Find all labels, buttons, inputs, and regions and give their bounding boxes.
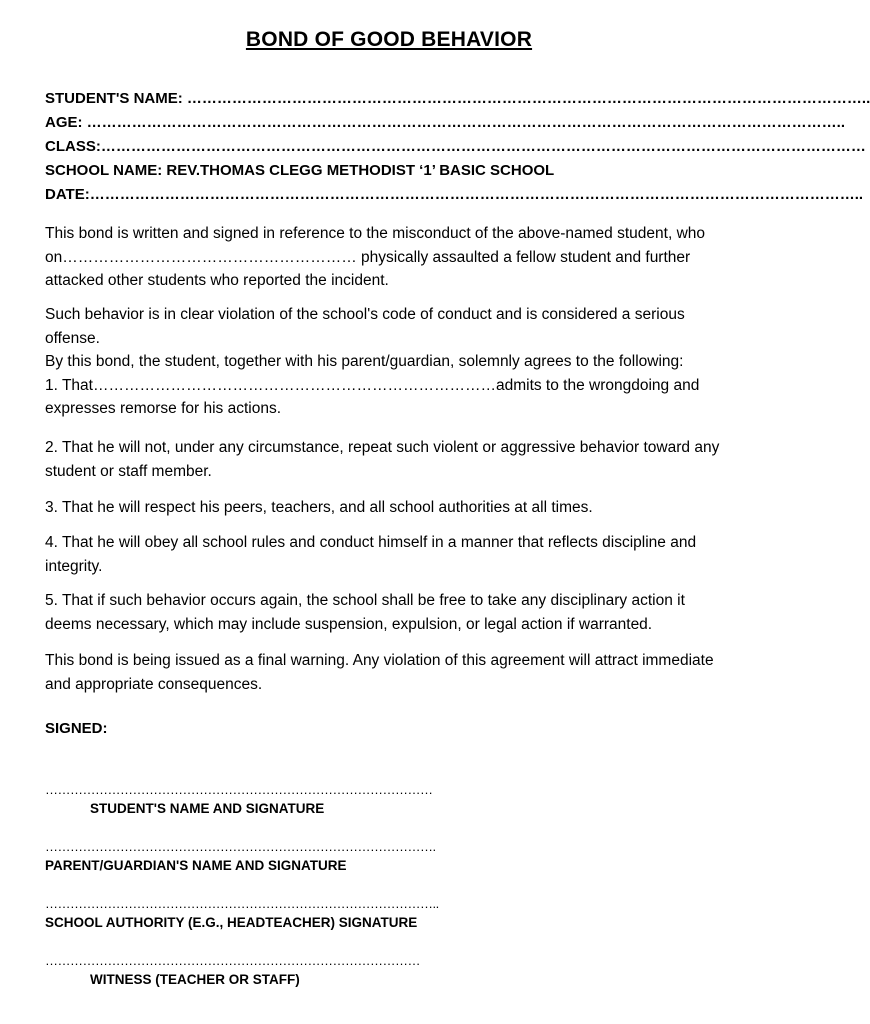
school-name-field: SCHOOL NAME: REV.THOMAS CLEGG METHODIST ‘1’ BASIC SCHOOL: [45, 162, 555, 179]
student-signature-line: …………………………………………………………………………………: [45, 782, 433, 797]
student-signature-label: STUDENT'S NAME AND SIGNATURE: [90, 801, 325, 816]
student-details: [45, 87, 870, 207]
agreement-item-4-block: [45, 531, 735, 578]
agreement-item-3-block: [45, 496, 735, 520]
date-field: DATE:………………………………………………………………………………………………………………………………………..: [45, 186, 864, 203]
closing-text: This bond is being issued as a final warning. Any violation of this agreement will attract immediate and appropriate consequences.: [45, 652, 714, 693]
school-authority-signature-label: SCHOOL AUTHORITY (E.G., HEADTEACHER) SIGNATURE: [45, 915, 418, 930]
witness-signature-line: ………………………………………………………………………………: [45, 953, 420, 968]
agreement-item-3: 3. That he will respect his peers, teachers, and all school authorities at all times.: [45, 499, 593, 516]
age-field: AGE: ……………………………………………………………………………………………………………………………………..: [45, 114, 846, 131]
agreement-item-5: 5. That if such behavior occurs again, the school shall be free to take any disciplinary action it deems necessary, which may include suspension, expulsion, or legal action if warranted.: [45, 592, 685, 633]
agreement-intro-text: By this bond, the student, together with his parent/guardian, solemnly agrees to the following:: [45, 353, 684, 370]
agreement-item-1: 1. That……………………………………………………………………admits to the wrongdoing and expresses remorse for his actions.: [45, 376, 700, 417]
school-authority-signature-line: …………………………………………………………………………………..: [45, 896, 439, 911]
document-title: BOND OF GOOD BEHAVIOR: [245, 28, 533, 51]
agreement-paragraph: [45, 303, 735, 421]
witness-signature-label: WITNESS (TEACHER OR STAFF): [90, 972, 300, 987]
agreement-item-5-block: [45, 589, 735, 636]
student-name-field: STUDENT'S NAME: ………………………………………………………………………………………………………………………..: [45, 90, 870, 107]
agreement-item-4: 4. That he will obey all school rules and conduct himself in a manner that reflects discipline and integrity.: [45, 534, 697, 575]
parent-signature-line: ………………………………………………………………………………….: [45, 839, 436, 854]
misconduct-text: This bond is written and signed in reference to the misconduct of the above-named student, who on………………………………………………… physically assaulted a fellow student and further attacked other students who reported the incident.: [45, 225, 705, 289]
closing-paragraph: [45, 649, 735, 696]
agreement-item-2: 2. That he will not, under any circumstance, repeat such violent or aggressive behavior toward any student or staff member.: [45, 439, 720, 480]
signed-label: SIGNED:: [45, 720, 108, 737]
parent-signature-label: PARENT/GUARDIAN'S NAME AND SIGNATURE: [45, 858, 347, 873]
violation-text: Such behavior is in clear violation of the school's code of conduct and is considered a serious offense.: [45, 306, 685, 347]
misconduct-paragraph: [45, 222, 735, 293]
agreement-item-2-block: [45, 436, 735, 483]
class-field: CLASS:………………………………………………………………………………………………………………………………………: [45, 138, 866, 155]
